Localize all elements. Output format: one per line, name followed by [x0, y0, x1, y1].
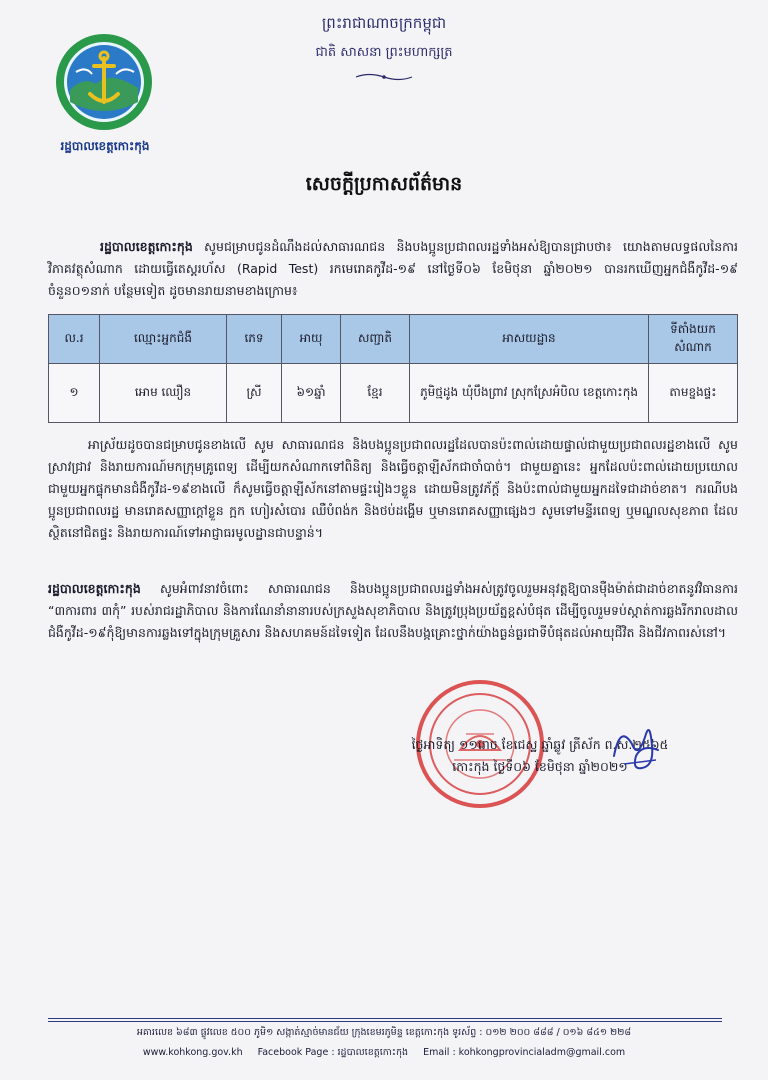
cell-address: ភូមិថ្មដូង ឃុំបឹងព្រាវ ស្រុកស្រែអំបិល ខេត្តកោះកុង [410, 364, 649, 423]
cell-no: ១ [49, 364, 100, 423]
col-header-nationality: សញ្ជាតិ [341, 315, 410, 364]
cell-sex: ស្រី [227, 364, 282, 423]
col-header-age: អាយុ [282, 315, 341, 364]
cell-name: អោម ឈឿន [100, 364, 227, 423]
solar-date: កោះកុង ថ្ងៃទី០៦ ខែមិថុនា ឆ្នាំ២០២១ [452, 759, 628, 774]
col-header-address: អាសយដ្ឋាន [410, 315, 649, 364]
table-row [49, 364, 738, 423]
col-header-sex: ភេទ [227, 315, 282, 364]
footer-divider [48, 1018, 722, 1019]
footer-email[interactable]: Email : kohkongprovincialadm@gmail.com [423, 1047, 626, 1058]
col-header-no: ល.រ [49, 315, 100, 364]
paragraph-text: សូមអំពាវនាវចំពោះ សាធារណជន និងបងប្អូនប្រជាពលរដ្ឋទាំងអស់ត្រូវចូលរួមអនុវត្តឱ្យបានម៉ឺងម៉ាត់ជាដាច់ខាតនូវវិធានការ “៣ការពារ ៣កុំ” របស់រាជរដ្ឋាភិបាល និងការណែនាំនានារបស់ក្រសួងសុខាភិបាល និងត្រូវប្រុងប្រយ័ត្នខ្ពស់បំផុត ដើម្បីចូលរួមទប់ស្កាត់ការឆ្លងរីករាលដាលជំងឺកូវីដ-១៩កុំឱ្យមានការឆ្លងទៅក្នុងក្រុមគ្រួសារ និងសហគមន៍ដទៃទៀត ដែលនឹងបង្កគ្រោះថ្នាក់យ៉ាងធ្ងន់ធ្ងរជាទីបំផុតដល់អាយុជីវិត និងជីវភាពរស់នៅ។ [48, 581, 738, 640]
footer-website[interactable]: www.kohkong.gov.kh [142, 1047, 243, 1058]
appeal-paragraph [48, 578, 738, 644]
document-title: សេចក្ដីប្រកាសព័ត៌មាន [305, 173, 463, 195]
footer-facebook[interactable]: Facebook Page : រដ្ឋបាលខេត្តកោះកុង [257, 1047, 409, 1058]
footer-contacts [0, 1046, 768, 1060]
kingdom-heading: ព្រះរាជាណាចក្រកម្ពុជា [321, 14, 447, 32]
org-name: រដ្ឋបាលខេត្តកោះកុង [60, 139, 150, 153]
cell-age: ៦១ឆ្នាំ [282, 364, 341, 423]
announcement-paragraph [48, 236, 738, 302]
cases-table [48, 314, 738, 423]
table-header-row [49, 315, 738, 364]
lunar-date: ថ្ងៃអាទិត្យ ១១រោច ខែជេស្ឋ ឆ្នាំឆ្លូវ ត្រីស័ក ព.ស.២៥៦៥ [411, 737, 669, 752]
org-lead: រដ្ឋបាលខេត្តកោះកុង [48, 581, 141, 596]
org-lead: រដ្ឋបាលខេត្តកោះកុង [100, 239, 193, 254]
col-header-name: ឈ្មោះអ្នកជំងឺ [100, 315, 227, 364]
cell-nationality: ខ្មែរ [341, 364, 410, 423]
footer-address: អគារលេខ ៦៨៣ ផ្លូវលេខ ៥០០ ភូមិ១ សង្កាត់ស្មាច់មានជ័យ ក្រុងខេមរភូមិន្ទ ខេត្តកោះកុង ទូរស័ព្ទ : ០១២ ២០០ ៨៨៨ / ០១៦ ៨៤១ ២២៨ [136, 1027, 632, 1038]
col-header-sample-location: ទីតាំងយកសំណាក [649, 315, 738, 364]
paragraph-text: សូមជម្រាបជូនដំណឹងដល់សាធារណជន និងបងប្អូនប្រជាពលរដ្ឋទាំងអស់ឱ្យបានជ្រាបថា៖ យោងតាមលទ្ធផលនៃការវិភាគវត្ថុសំណាក ដោយធ្វើតេស្តរហ័ស (Rapid Test) រកមេរោគកូវីដ-១៩ នៅថ្ងៃទី០៦ ខែមិថុនា ឆ្នាំ២០២១ បានរកឃើញអ្នកជំងឺកូវីដ-១៩ ចំនួន០១នាក់ បន្ថែមទៀត ដូចមានរាយនាមខាងក្រោម៖ [48, 239, 738, 298]
ornament-divider [354, 72, 414, 82]
provincial-emblem-logo [54, 32, 154, 132]
footer-divider [48, 1021, 722, 1022]
national-motto: ជាតិ សាសនា ព្រះមហាក្សត្រ [315, 45, 453, 60]
advice-paragraph: អាស្រ័យដូចបានជម្រាបជូនខាងលើ សូម សាធារណជន និងបងប្អូនប្រជាពលរដ្ឋដែលបានប៉ះពាល់ដោយផ្ទាល់ជាមួយប្រជាពលរដ្ឋខាងលើ សូមស្រាវជ្រាវ និងរាយការណ៍មកក្រុមគ្រូពេទ្យ ដើម្បីយកសំណាកទៅពិនិត្យ និងធ្វើចត្តាឡីស័កជាចាំបាច់។ ជាមួយគ្នានេះ អ្នកដែលប៉ះពាល់ដោយប្រយោលជាមួយអ្នកផ្ទុកមានជំងឺកូវីដ-១៩ខាងលើ ក៏សូមធ្វើចត្តាឡីស័កនៅតាមផ្ទះរៀងៗខ្លួន ដោយមិនត្រូវភ័ក្ដ័ និងប៉ះពាល់ជាមួយអ្នកដទៃជាដាច់ខាត។ ករណីបងប្អូនប្រជាពលរដ្ឋ មានរោគសញ្ញាក្ដៅខ្លួន ក្អក ហៀរសំបោរ ឈឺបំពង់ក និងថប់ដង្ហើម ឬមានរោគសញ្ញាផ្សេងៗ សូមទៅមន្ទីរពេទ្យ ឬមណ្ឌលសុខភាព ដែលស្ថិតនៅជិតផ្ទះ និងរាយការណ៍ទៅអាជ្ញាធរមូលដ្ឋានជាបន្ទាន់។ [48, 437, 738, 540]
cell-sample-location: តាមខ្នងផ្ទះ [649, 364, 738, 423]
signature [606, 716, 666, 776]
